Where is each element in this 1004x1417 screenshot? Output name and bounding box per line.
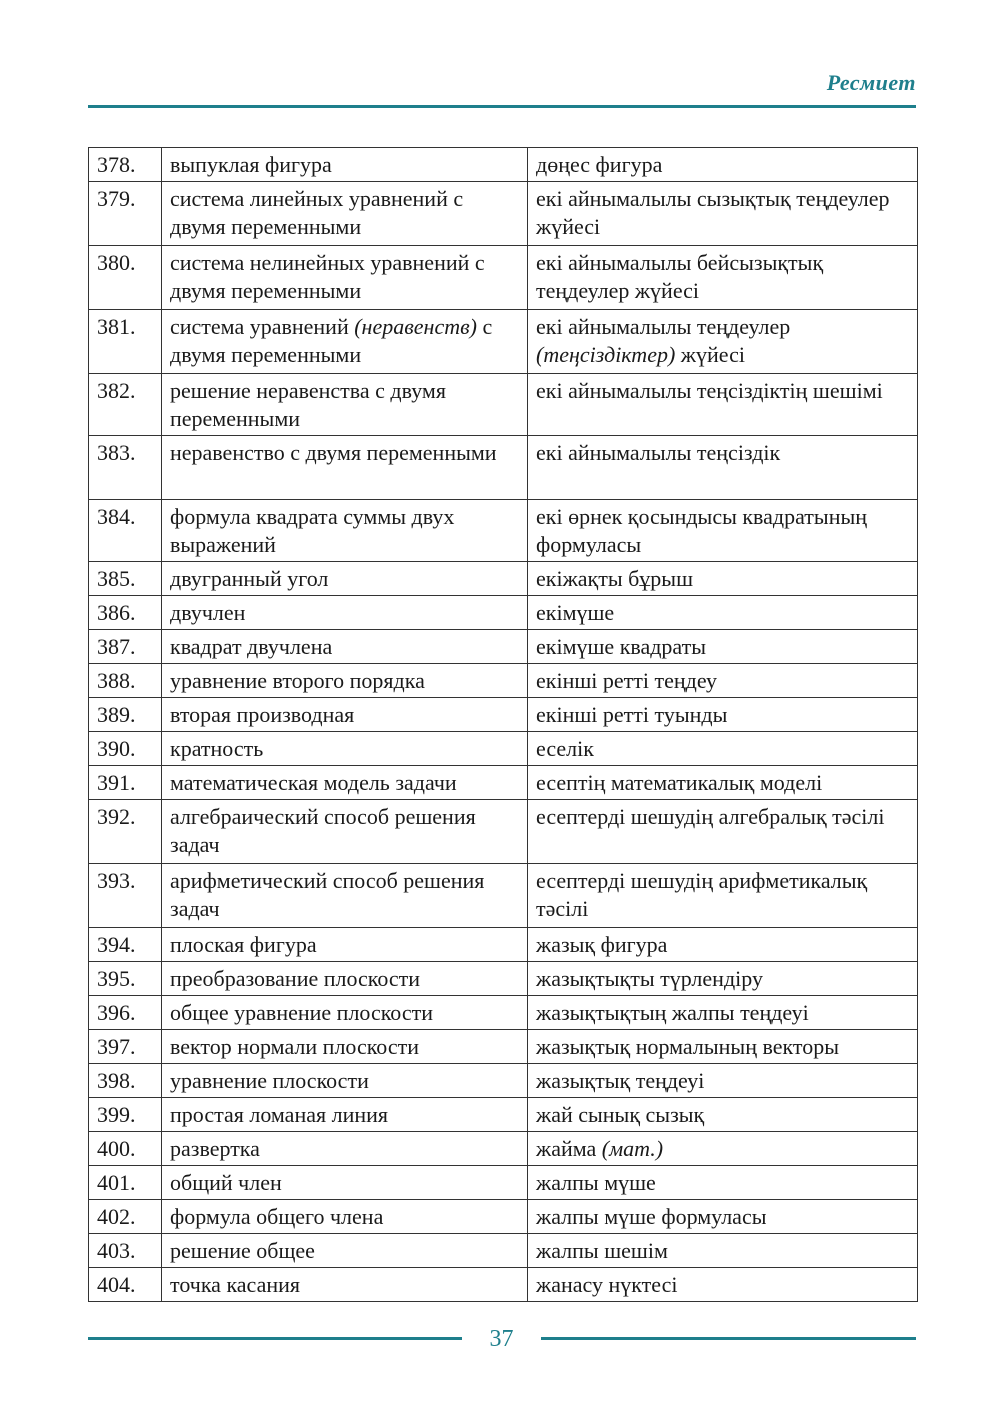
table-row	[89, 148, 918, 182]
footer-rule-right	[541, 1337, 916, 1340]
kazakh-term: жазықтықтың жалпы теңдеуі	[528, 996, 918, 1030]
kazakh-term: екі айнымалылы сызықтық теңдеулер жүйесі	[528, 182, 918, 246]
table-row	[89, 1098, 918, 1132]
table-row	[89, 962, 918, 996]
russian-term: общий член	[162, 1166, 528, 1200]
entry-number: 380.	[89, 246, 162, 310]
table-row	[89, 562, 918, 596]
table-row	[89, 1234, 918, 1268]
entry-number: 404.	[89, 1268, 162, 1302]
kazakh-term: екі айнымалылы бейсызықтық теңдеулер жүйесі	[528, 246, 918, 310]
table-row	[89, 630, 918, 664]
entry-number: 383.	[89, 436, 162, 500]
russian-term: система нелинейных уравнений с двумя переменными	[162, 246, 528, 310]
russian-term: формула общего члена	[162, 1200, 528, 1234]
table-row	[89, 1132, 918, 1166]
table-row	[89, 864, 918, 928]
entry-number: 391.	[89, 766, 162, 800]
entry-number: 389.	[89, 698, 162, 732]
russian-term: развертка	[162, 1132, 528, 1166]
kazakh-term: жай сынық сызық	[528, 1098, 918, 1132]
kazakh-term: есептің математикалық моделі	[528, 766, 918, 800]
glossary-table	[88, 147, 918, 1302]
table-row	[89, 310, 918, 374]
kazakh-term: екімүше	[528, 596, 918, 630]
russian-term: уравнение плоскости	[162, 1064, 528, 1098]
russian-term: арифметический способ решения задач	[162, 864, 528, 928]
table-row	[89, 596, 918, 630]
russian-term: уравнение второго порядка	[162, 664, 528, 698]
russian-term: выпуклая фигура	[162, 148, 528, 182]
entry-number: 392.	[89, 800, 162, 864]
russian-term: вторая производная	[162, 698, 528, 732]
entry-number: 381.	[89, 310, 162, 374]
entry-number: 387.	[89, 630, 162, 664]
russian-term: математическая модель задачи	[162, 766, 528, 800]
russian-term: система линейных уравнений с двумя переменными	[162, 182, 528, 246]
entry-number: 403.	[89, 1234, 162, 1268]
russian-term: простая ломаная линия	[162, 1098, 528, 1132]
entry-number: 396.	[89, 996, 162, 1030]
table-row	[89, 246, 918, 310]
kazakh-term: екіжақты бұрыш	[528, 562, 918, 596]
russian-term: неравенство с двумя переменными	[162, 436, 528, 500]
russian-term: вектор нормали плоскости	[162, 1030, 528, 1064]
kazakh-term: жазық фигура	[528, 928, 918, 962]
entry-number: 395.	[89, 962, 162, 996]
russian-term: решение общее	[162, 1234, 528, 1268]
kazakh-term: екі өрнек қосындысы квадратының формуласы	[528, 500, 918, 562]
entry-number: 388.	[89, 664, 162, 698]
kazakh-term: есептерді шешудің алгебралық тәсілі	[528, 800, 918, 864]
table-row	[89, 500, 918, 562]
kazakh-term: жалпы шешім	[528, 1234, 918, 1268]
table-row	[89, 1268, 918, 1302]
entry-number: 402.	[89, 1200, 162, 1234]
entry-number: 390.	[89, 732, 162, 766]
entry-number: 379.	[89, 182, 162, 246]
kazakh-term: жалпы мүше	[528, 1166, 918, 1200]
kazakh-term: екі айнымалылы теңсіздік	[528, 436, 918, 500]
kazakh-term: жазықтық нормалының векторы	[528, 1030, 918, 1064]
entry-number: 393.	[89, 864, 162, 928]
entry-number: 397.	[89, 1030, 162, 1064]
kazakh-term-italic: (теңсіздіктер)	[536, 342, 676, 367]
table-row	[89, 800, 918, 864]
table-row	[89, 732, 918, 766]
entry-number: 399.	[89, 1098, 162, 1132]
table-row	[89, 436, 918, 500]
glossary-body	[89, 148, 918, 1302]
table-row	[89, 698, 918, 732]
russian-term: система уравнений (неравенств) с двумя переменными	[162, 310, 528, 374]
entry-number: 394.	[89, 928, 162, 962]
russian-term: двугранный угол	[162, 562, 528, 596]
entry-number: 398.	[89, 1064, 162, 1098]
kazakh-term: екі айнымалылы теңсіздіктің шешімі	[528, 374, 918, 436]
russian-term: общее уравнение плоскости	[162, 996, 528, 1030]
table-row	[89, 1166, 918, 1200]
running-header-title: Ресмиет	[826, 70, 916, 95]
kazakh-term: екі айнымалылы теңдеулер (теңсіздіктер) жүйесі	[528, 310, 918, 374]
kazakh-term: екінші ретті теңдеу	[528, 664, 918, 698]
table-row	[89, 996, 918, 1030]
entry-number: 400.	[89, 1132, 162, 1166]
table-row	[89, 928, 918, 962]
kazakh-term-italic: (мат.)	[601, 1136, 664, 1161]
footer-rule-left	[88, 1337, 462, 1340]
russian-term: формула квадрата суммы двух выражений	[162, 500, 528, 562]
russian-term: двучлен	[162, 596, 528, 630]
entry-number: 386.	[89, 596, 162, 630]
kazakh-term: жазықтық теңдеуі	[528, 1064, 918, 1098]
kazakh-term: жайма (мат.)	[528, 1132, 918, 1166]
entry-number: 401.	[89, 1166, 162, 1200]
entry-number: 378.	[89, 148, 162, 182]
kazakh-term: есептерді шешудің арифметикалық тәсілі	[528, 864, 918, 928]
header-rule	[88, 105, 916, 108]
table-row	[89, 766, 918, 800]
table-row	[89, 374, 918, 436]
russian-term: алгебраический способ решения задач	[162, 800, 528, 864]
entry-number: 385.	[89, 562, 162, 596]
kazakh-term: дөңес фигура	[528, 148, 918, 182]
russian-term: преобразование плоскости	[162, 962, 528, 996]
table-row	[89, 1200, 918, 1234]
table-row	[89, 1064, 918, 1098]
table-row	[89, 664, 918, 698]
russian-term: плоская фигура	[162, 928, 528, 962]
kazakh-term: екінші ретті туынды	[528, 698, 918, 732]
entry-number: 382.	[89, 374, 162, 436]
table-row	[89, 182, 918, 246]
russian-term: квадрат двучлена	[162, 630, 528, 664]
entry-number: 384.	[89, 500, 162, 562]
russian-term: решение неравенства с двумя переменными	[162, 374, 528, 436]
russian-term: точка касания	[162, 1268, 528, 1302]
russian-term: кратность	[162, 732, 528, 766]
kazakh-term: еселік	[528, 732, 918, 766]
kazakh-term: екімүше квадраты	[528, 630, 918, 664]
page-number: 37	[489, 1326, 514, 1352]
russian-term-italic: (неравенств)	[354, 314, 477, 339]
kazakh-term: жалпы мүше формуласы	[528, 1200, 918, 1234]
kazakh-term: жанасу нүктесі	[528, 1268, 918, 1302]
table-row	[89, 1030, 918, 1064]
kazakh-term: жазықтықты түрлендіру	[528, 962, 918, 996]
